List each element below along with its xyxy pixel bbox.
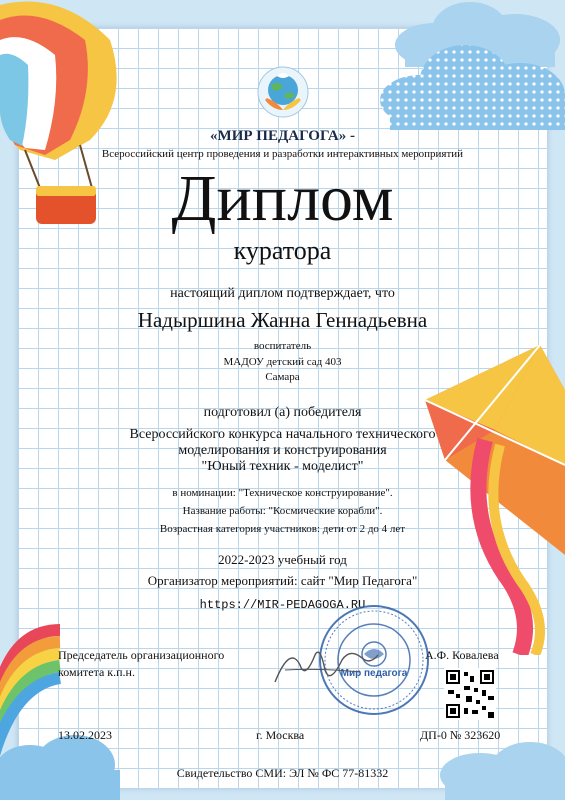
issue-date: 13.02.2023 xyxy=(58,728,112,742)
cloud-icon xyxy=(370,40,565,135)
recipient-name: Надыршина Жанна Геннадьевна xyxy=(137,308,428,332)
chair-name: А.Ф. Ковалева xyxy=(425,648,499,662)
org-name-suffix: - xyxy=(349,128,355,144)
media-certificate: Свидетельство СМИ: ЭЛ № ФС 77-81332 xyxy=(176,766,389,780)
confirm-text: настоящий диплом подтверждает, что xyxy=(170,286,395,301)
logo-icon xyxy=(257,66,309,118)
qr-code-icon xyxy=(444,668,496,720)
website-link[interactable]: https://MIR-PEDAGOGA.RU xyxy=(199,598,366,612)
contest-line-2: моделирования и конструирования xyxy=(178,443,387,458)
recipient-institution: МАДОУ детский сад 403 xyxy=(223,356,342,368)
org-name: «МИР ПЕДАГОГА» xyxy=(210,128,347,144)
diploma-title: Диплом xyxy=(171,162,394,235)
org-subtitle: Всероссийский центр проведения и разработки интерактивных мероприятий xyxy=(101,148,464,160)
chair-title-line-2: комитета к.п.н. xyxy=(58,665,135,679)
school-year-text: 2022-2023 учебный год xyxy=(218,552,347,567)
nomination-text: в номинации: "Техническое конструирование". xyxy=(172,487,393,499)
contest-line-1: Всероссийского конкурса начального технического xyxy=(129,427,436,442)
issue-city: г. Москва xyxy=(256,728,305,742)
recipient-city: Самара xyxy=(265,371,300,383)
chair-title-line-1: Председатель организационного xyxy=(58,648,225,662)
signature-icon xyxy=(270,640,380,690)
contest-line-3: "Юный техник - моделист" xyxy=(201,459,364,474)
organizer-text: Организатор мероприятий: сайт "Мир Педагога" xyxy=(147,573,418,588)
diploma-number: ДП-0 № 323620 xyxy=(420,728,501,742)
stamp-text: Мир педагога xyxy=(340,668,408,679)
work-name-text: Название работы: "Космические корабли". xyxy=(182,505,383,517)
recipient-position: воспитатель xyxy=(253,340,312,352)
prepared-text: подготовил (а) победителя xyxy=(203,405,362,420)
diploma-subtitle: куратора xyxy=(233,236,332,265)
age-category-text: Возрастная категория участников: дети от 2 до 4 лет xyxy=(159,523,406,535)
